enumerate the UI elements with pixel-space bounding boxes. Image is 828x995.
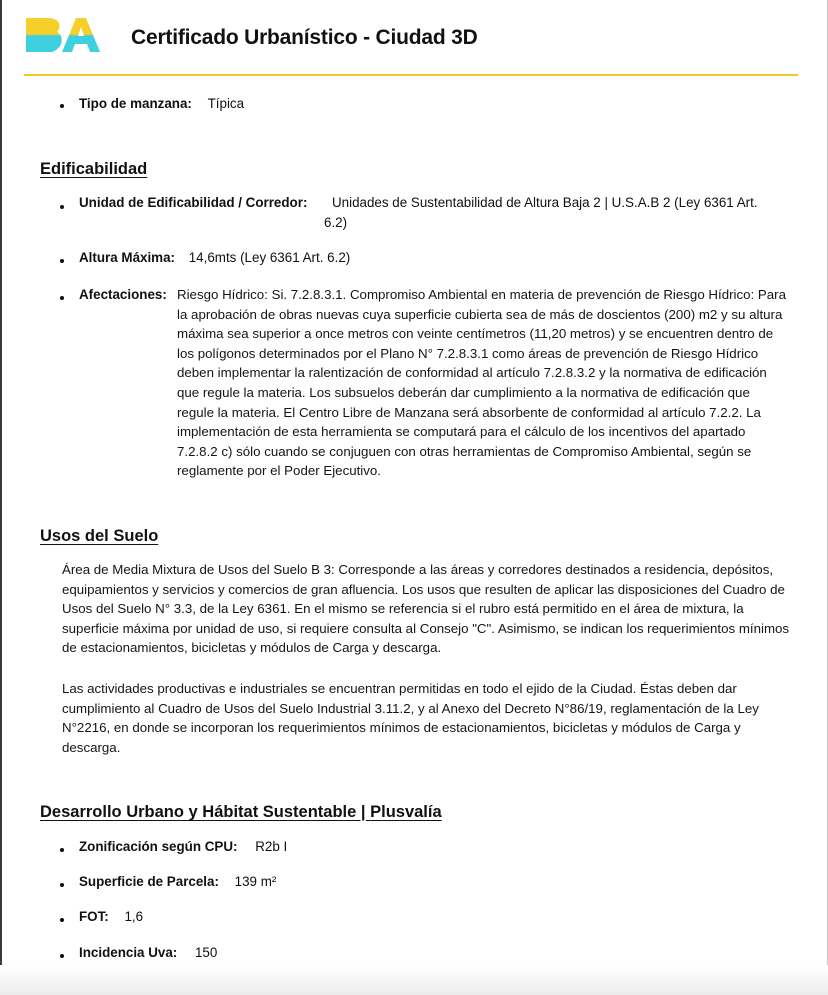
tipo-manzana-value: Típica: [207, 96, 245, 111]
superficie-row: [79, 872, 779, 892]
page-bottom-shadow: [0, 965, 828, 995]
section-heading-desarrollo-urbano: Desarrollo Urbano y Hábitat Sustentable | Plusvalía: [40, 803, 442, 821]
section-heading-usos-suelo: Usos del Suelo: [40, 527, 159, 545]
tipo-manzana-row: [79, 94, 779, 114]
bullet-icon: [60, 296, 64, 300]
zonificacion-label: Zonificación según CPU:: [79, 839, 238, 854]
usos-paragraph-2: Las actividades productivas e industriales se encuentran permitidas en todo el ejido de la Ciudad. Éstas deben dar cumplimiento al Cuadro de Usos del Suelo Industrial 3.11.2, y al Anexo del Decreto N°86/19, reglamentación de la Ley N°2216, en donde se incorporan los requerimientos mínimos de estacionamientos, bicicletas y módulos de Carga y descarga.: [62, 681, 759, 755]
section-heading-edificabilidad: Edificabilidad: [40, 160, 148, 178]
fot-label: FOT:: [79, 909, 109, 924]
document-header: [24, 12, 798, 78]
altura-maxima-label: Altura Máxima:: [79, 250, 175, 265]
tipo-manzana-label: Tipo de manzana:: [79, 96, 192, 111]
buenos-aires-logo-icon: [24, 14, 104, 58]
unidad-edificabilidad-label: Unidad de Edificabilidad / Corredor:: [79, 195, 308, 210]
document-title: Certificado Urbanístico - Ciudad 3D: [131, 26, 478, 49]
bullet-icon: [60, 918, 64, 922]
afectaciones-value: Riesgo Hídrico: Si. 7.2.8.3.1. Compromiso Ambiental en materia de prevención de Riesgo Hídrico: Para la aprobación de obras nuevas cuya superficie cubierta sea de más de doscientos (200) m2 y su altura máxima sea superior a once metros con veinte centímetros (11,20 metros) y se encuentren dentro de los polígonos determinados por el Plano N° 7.2.8.3.1 como áreas de prevención de Riesgo Hídrico deben implementar la ralentización de conformidad al artículo 7.2.8.3.2 y la normativa de edificación que regule la materia. Los subsuelos deberán dar cumplimiento a la normativa de edificación que regule la materia. El Centro Libre de Manzana será absorbente de conformidad al artículo 7.2.2. La implementación de esta herramienta se computará para el cálculo de los incentivos del apartado 7.2.8.2 c) sólo cuando se conjuguen con otras herramientas de Compromiso Ambiental, según se reglamente por el Poder Ejecutivo.: [177, 287, 787, 479]
header-divider: [24, 74, 798, 76]
bullet-icon: [60, 954, 64, 958]
altura-maxima-value: 14,6mts (Ley 6361 Art. 6.2): [188, 250, 351, 265]
fot-row: [79, 907, 779, 927]
unidad-edificabilidad-value: Unidades de Sustentabilidad de Altura Baja 2 | U.S.A.B 2 (Ley 6361 Art. 6.2): [324, 195, 758, 230]
incidencia-row: [79, 943, 779, 963]
bullet-icon: [60, 883, 64, 887]
afectaciones-label: Afectaciones:: [79, 287, 167, 302]
bullet-icon: [60, 205, 64, 209]
incidencia-label: Incidencia Uva:: [79, 945, 178, 960]
superficie-value: 139 m²: [234, 874, 277, 889]
bullet-icon: [60, 104, 64, 108]
incidencia-value: 150: [194, 945, 218, 960]
page-edge: [0, 0, 2, 995]
bullet-icon: [60, 259, 64, 263]
fot-value: 1,6: [124, 909, 144, 924]
zonificacion-value: R2b I: [255, 839, 288, 854]
bullet-icon: [60, 848, 64, 852]
usos-paragraph-1: Área de Media Mixtura de Usos del Suelo B 3: Corresponde a las áreas y corredores destinados a residencia, depósitos, equipamientos y servicios y comercios de gran afluencia. Los usos que resulten de aplicar las disposiciones del Cuadro de Usos del Suelo N° 3.3, de la Ley 6361. En el mismo se referencia si el rubro está permitido en el área de mixtura, la superficie máxima por unidad de uso, si requiere consulta al Consejo "C". Asimismo, se indican los requerimientos mínimos de estacionamientos, bicicletas y módulos de Carga y descarga.: [62, 562, 790, 656]
superficie-label: Superficie de Parcela:: [79, 874, 219, 889]
zonificacion-row: [79, 837, 779, 857]
altura-maxima-row: [79, 248, 779, 268]
